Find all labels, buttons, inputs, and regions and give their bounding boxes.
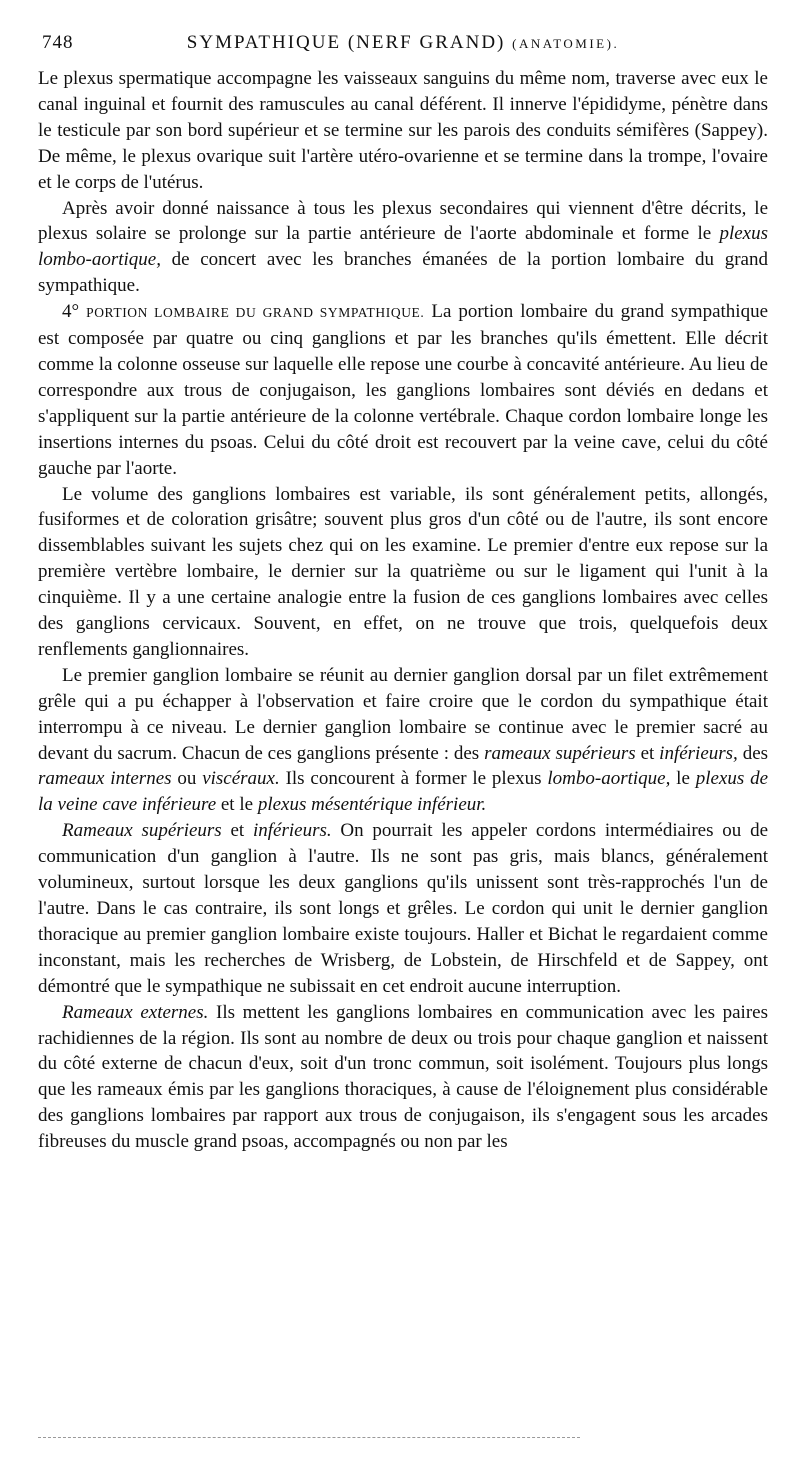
italic-term: rameaux internes — [38, 768, 172, 790]
italic-term: plexus de la veine cave inférieure — [38, 768, 768, 816]
paragraph-1: Le plexus spermatique accompagne les vaisseaux sanguins du même nom, traverse avec eux le canal inguinal et fournit des ramuscules au canal déférent. Il innerve l'épididyme, pénètre dans le testicule par son bord supérieur et se termine sur les parois des conduits sémifères (Sappey). De même, le plexus ovarique suit l'artère utéro-ovarienne et se termine dans la trompe, l'ovaire et le corps de l'utérus. — [38, 68, 768, 193]
text-run: La portion lombaire du grand sympathique est composée par quatre ou cinq ganglions et par les branches qu'ils émettent. Elle décrit comme la colonne osseuse sur laquelle elle repose une courbe à concavité antérieure. Au lieu de correspondre aux trous de conjugaison, les ganglions lombaires sont déviés en dedans et s'appliquent sur la partie antérieure de la colonne vertébrale. Chaque cordon lombaire longe les insertions internes du psoas. Celui du côté droit est recouvert par la veine cave, celui du côté gauche par l'aorte. — [38, 301, 769, 479]
text-run: Le premier ganglion lombaire se réunit au dernier ganglion dorsal par un filet extrêmement grêle qui a pu échapper à l'observation et faire croire que le cordon du sympathique était interrompu à ce niveau. Le dernier ganglion lombaire se continue avec le premier sacré au devant du sacrum. Chacun de ces ganglions présente : des — [38, 664, 768, 764]
paragraph-2 — [38, 196, 768, 300]
italic-heading: Rameaux externes. — [62, 1001, 209, 1023]
page-number: 748 — [42, 32, 74, 53]
text-run: des — [737, 742, 769, 764]
text-run: de concert avec les branches émanées de la portion lombaire du grand sympathique. — [38, 249, 768, 297]
text-run: le — [670, 768, 696, 790]
text-run: et le — [216, 794, 258, 816]
footer-rule — [38, 1437, 580, 1438]
paragraph-6 — [38, 818, 768, 999]
section-number: 4° — [62, 301, 80, 323]
paragraph-5 — [38, 663, 768, 818]
text-run: ou — [171, 768, 203, 790]
text-run: On pourrait les appeler cordons intermédiaires ou de communication d'un ganglion à l'autre. Ils ne sont pas gris, mais blancs, généralement volumineux, surtout lorsque les deux ganglions qu'ils unissent sont très-rapprochés l'un de l'autre. Dans le cas contraire, ils sont longs et grêles. Le cordon qui unit le dernier ganglion thoracique au premier ganglion lombaire existe toujours. Haller et Bichat le regardaient comme inconstant, mais les recherches de Wrisberg, de Lobstein, de Hirschfeld et de Sappey, ont démontré que le sympathique ne subissait en cet endroit aucune interruption. — [38, 820, 769, 997]
section-heading: PORTION LOMBAIRE DU GRAND SYMPATHIQUE. — [86, 305, 425, 321]
italic-heading: Rameaux supérieurs — [62, 820, 222, 842]
italic-term: lombo-aortique, — [547, 768, 671, 790]
paragraph-7 — [38, 1000, 768, 1155]
text-run: Ils concourent à former le plexus — [279, 768, 548, 790]
running-title-main: SYMPATHIQUE (NERF GRAND) — [186, 32, 506, 53]
text-run: Après avoir donné naissance à tous les plexus secondaires qui viennent d'être décrits, le plexus solaire se prolonge sur la partie antérieure de l'aorte abdominale et forme le — [38, 197, 768, 245]
paragraph-4: Le volume des ganglions lombaires est variable, ils sont généralement petits, allongés, fusiformes et de coloration grisâtre; souvent plus gros d'un côté ou de l'autre, ils sont encore dissemblables suivant les sujets chez qui on les examine. Le premier d'entre eux repose sur la première vertèbre lombaire, le dernier sur la quatrième ou sur le ligament qui l'unit à la cinquième. Il y a une certaine analogie entre la fusion de ces ganglions lombaires avec celles des ganglions cervicaux. Souvent, en effet, on ne trouve que trois, quelquefois deux renflements ganglionnaires. — [38, 483, 768, 660]
text-run: Ils mettent les ganglions lombaires en communication avec les paires rachidiennes de la région. Ils sont au nombre de deux ou trois pour chaque ganglion et naissent du côté externe de chacun d'eux, soit d'un tronc commun, soit isolément. Toujours plus longs que les rameaux émis par les ganglions thoraciques, à cause de l'éloignement plus considérable des ganglions lombaires par rapport aux trous de conjugaison, ils s'engagent sous les arcades fibreuses du muscle grand psoas, accompagnés ou non par les — [38, 1001, 768, 1153]
text-run: et — [221, 820, 253, 842]
paragraph-3 — [38, 299, 768, 481]
italic-term: plexus lombo-aortique, — [38, 223, 768, 271]
italic-term: plexus mésentérique inférieur. — [257, 794, 487, 816]
running-title-subject: (ANATOMIE). — [512, 36, 620, 51]
italic-term: inférieurs, — [659, 742, 738, 764]
text-run: et — [635, 742, 660, 764]
italic-heading: inférieurs. — [252, 820, 332, 842]
page-header — [38, 28, 768, 58]
italic-term: viscéraux. — [202, 768, 280, 790]
italic-term: rameaux supérieurs — [484, 742, 636, 764]
running-title — [38, 32, 768, 54]
body-text — [38, 66, 768, 1155]
